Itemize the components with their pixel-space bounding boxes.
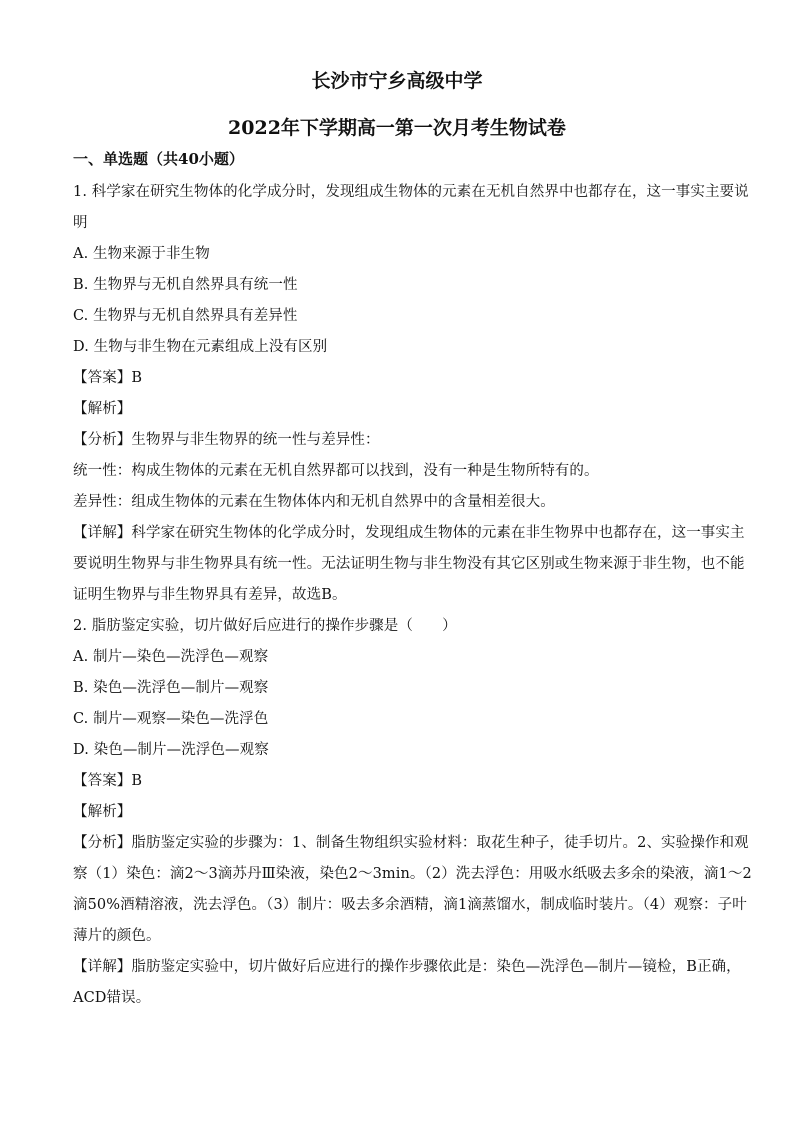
- q1-fenxi-line2: 统一性：构成生物体的元素在无机自然界都可以找到，没有一种是生物所特有的。: [73, 463, 599, 479]
- q1-option-a: A. 生物来源于非生物: [73, 246, 210, 262]
- q2-fenxi-line1: 【分析】脂肪鉴定实验的步骤为：1、制备生物组织实验材料：取花生种子，徒手切片。2、实验操作和观: [73, 835, 749, 851]
- q2-option-d: D. 染色—制片—洗浮色—观察: [73, 742, 269, 758]
- q1-analysis-label: 【解析】: [73, 401, 132, 417]
- q1-fenxi-line1: 【分析】生物界与非生物界的统一性与差异性：: [73, 432, 380, 448]
- q2-analysis-label: 【解析】: [73, 804, 132, 820]
- q1-fenxi-line3: 差异性：组成生物体的元素在生物体体内和无机自然界中的含量相差很大。: [73, 494, 555, 510]
- q1-option-b: B. 生物界与无机自然界具有统一性: [73, 277, 298, 293]
- q1-option-c: C. 生物界与无机自然界具有差异性: [73, 308, 298, 324]
- exam-title: 2022年下学期高一第一次月考生物试卷: [228, 117, 566, 139]
- q1-option-d: D. 生物与非生物在元素组成上没有区别: [73, 339, 328, 355]
- q2-fenxi-line4: 薄片的颜色。: [73, 928, 161, 944]
- q1-xiangjie-line1: 【详解】科学家在研究生物体的化学成分时，发现组成生物体的元素在非生物界中也都存在，这一事实主: [73, 525, 745, 541]
- q1-stem-line1: 1. 科学家在研究生物体的化学成分时，发现组成生物体的元素在无机自然界中也都存在，这一事实主要说: [73, 184, 749, 200]
- q2-xiangjie-line2: ACD错误。: [73, 990, 151, 1006]
- q2-answer: 【答案】B: [73, 773, 143, 789]
- q2-option-c: C. 制片—观察—染色—洗浮色: [73, 711, 269, 727]
- q1-answer: 【答案】B: [73, 370, 143, 386]
- q2-stem: 2. 脂肪鉴定实验，切片做好后应进行的操作步骤是（ ）: [73, 618, 457, 634]
- q2-option-a: A. 制片—染色—洗浮色—观察: [73, 649, 269, 665]
- q2-fenxi-line2: 察（1）染色：滴2～3滴苏丹Ⅲ染液，染色2～3min。（2）洗去浮色：用吸水纸吸去多余的染液，滴1～2: [73, 866, 752, 882]
- school-name: 长沙市宁乡高级中学: [311, 70, 483, 92]
- q1-stem-line2: 明: [73, 215, 88, 231]
- q2-fenxi-line3: 滴50%酒精溶液，洗去浮色。（3）制片：吸去多余酒精，滴1滴蒸馏水，制成临时装片。（4）观察：子叶: [73, 897, 747, 913]
- q2-xiangjie-line1: 【详解】脂肪鉴定实验中，切片做好后应进行的操作步骤依此是：染色—洗浮色—制片—镜检，B正确，: [73, 959, 741, 975]
- q2-option-b: B. 染色—洗浮色—制片—观察: [73, 680, 269, 696]
- q1-xiangjie-line2: 要说明生物界与非生物界具有统一性。无法证明生物与非生物没有其它区别或生物来源于非生物，也不能: [73, 556, 745, 572]
- section-heading: 一、单选题（共40小题）: [73, 150, 244, 168]
- q1-xiangjie-line3: 证明生物界与非生物界具有差异，故选B。: [73, 587, 347, 603]
